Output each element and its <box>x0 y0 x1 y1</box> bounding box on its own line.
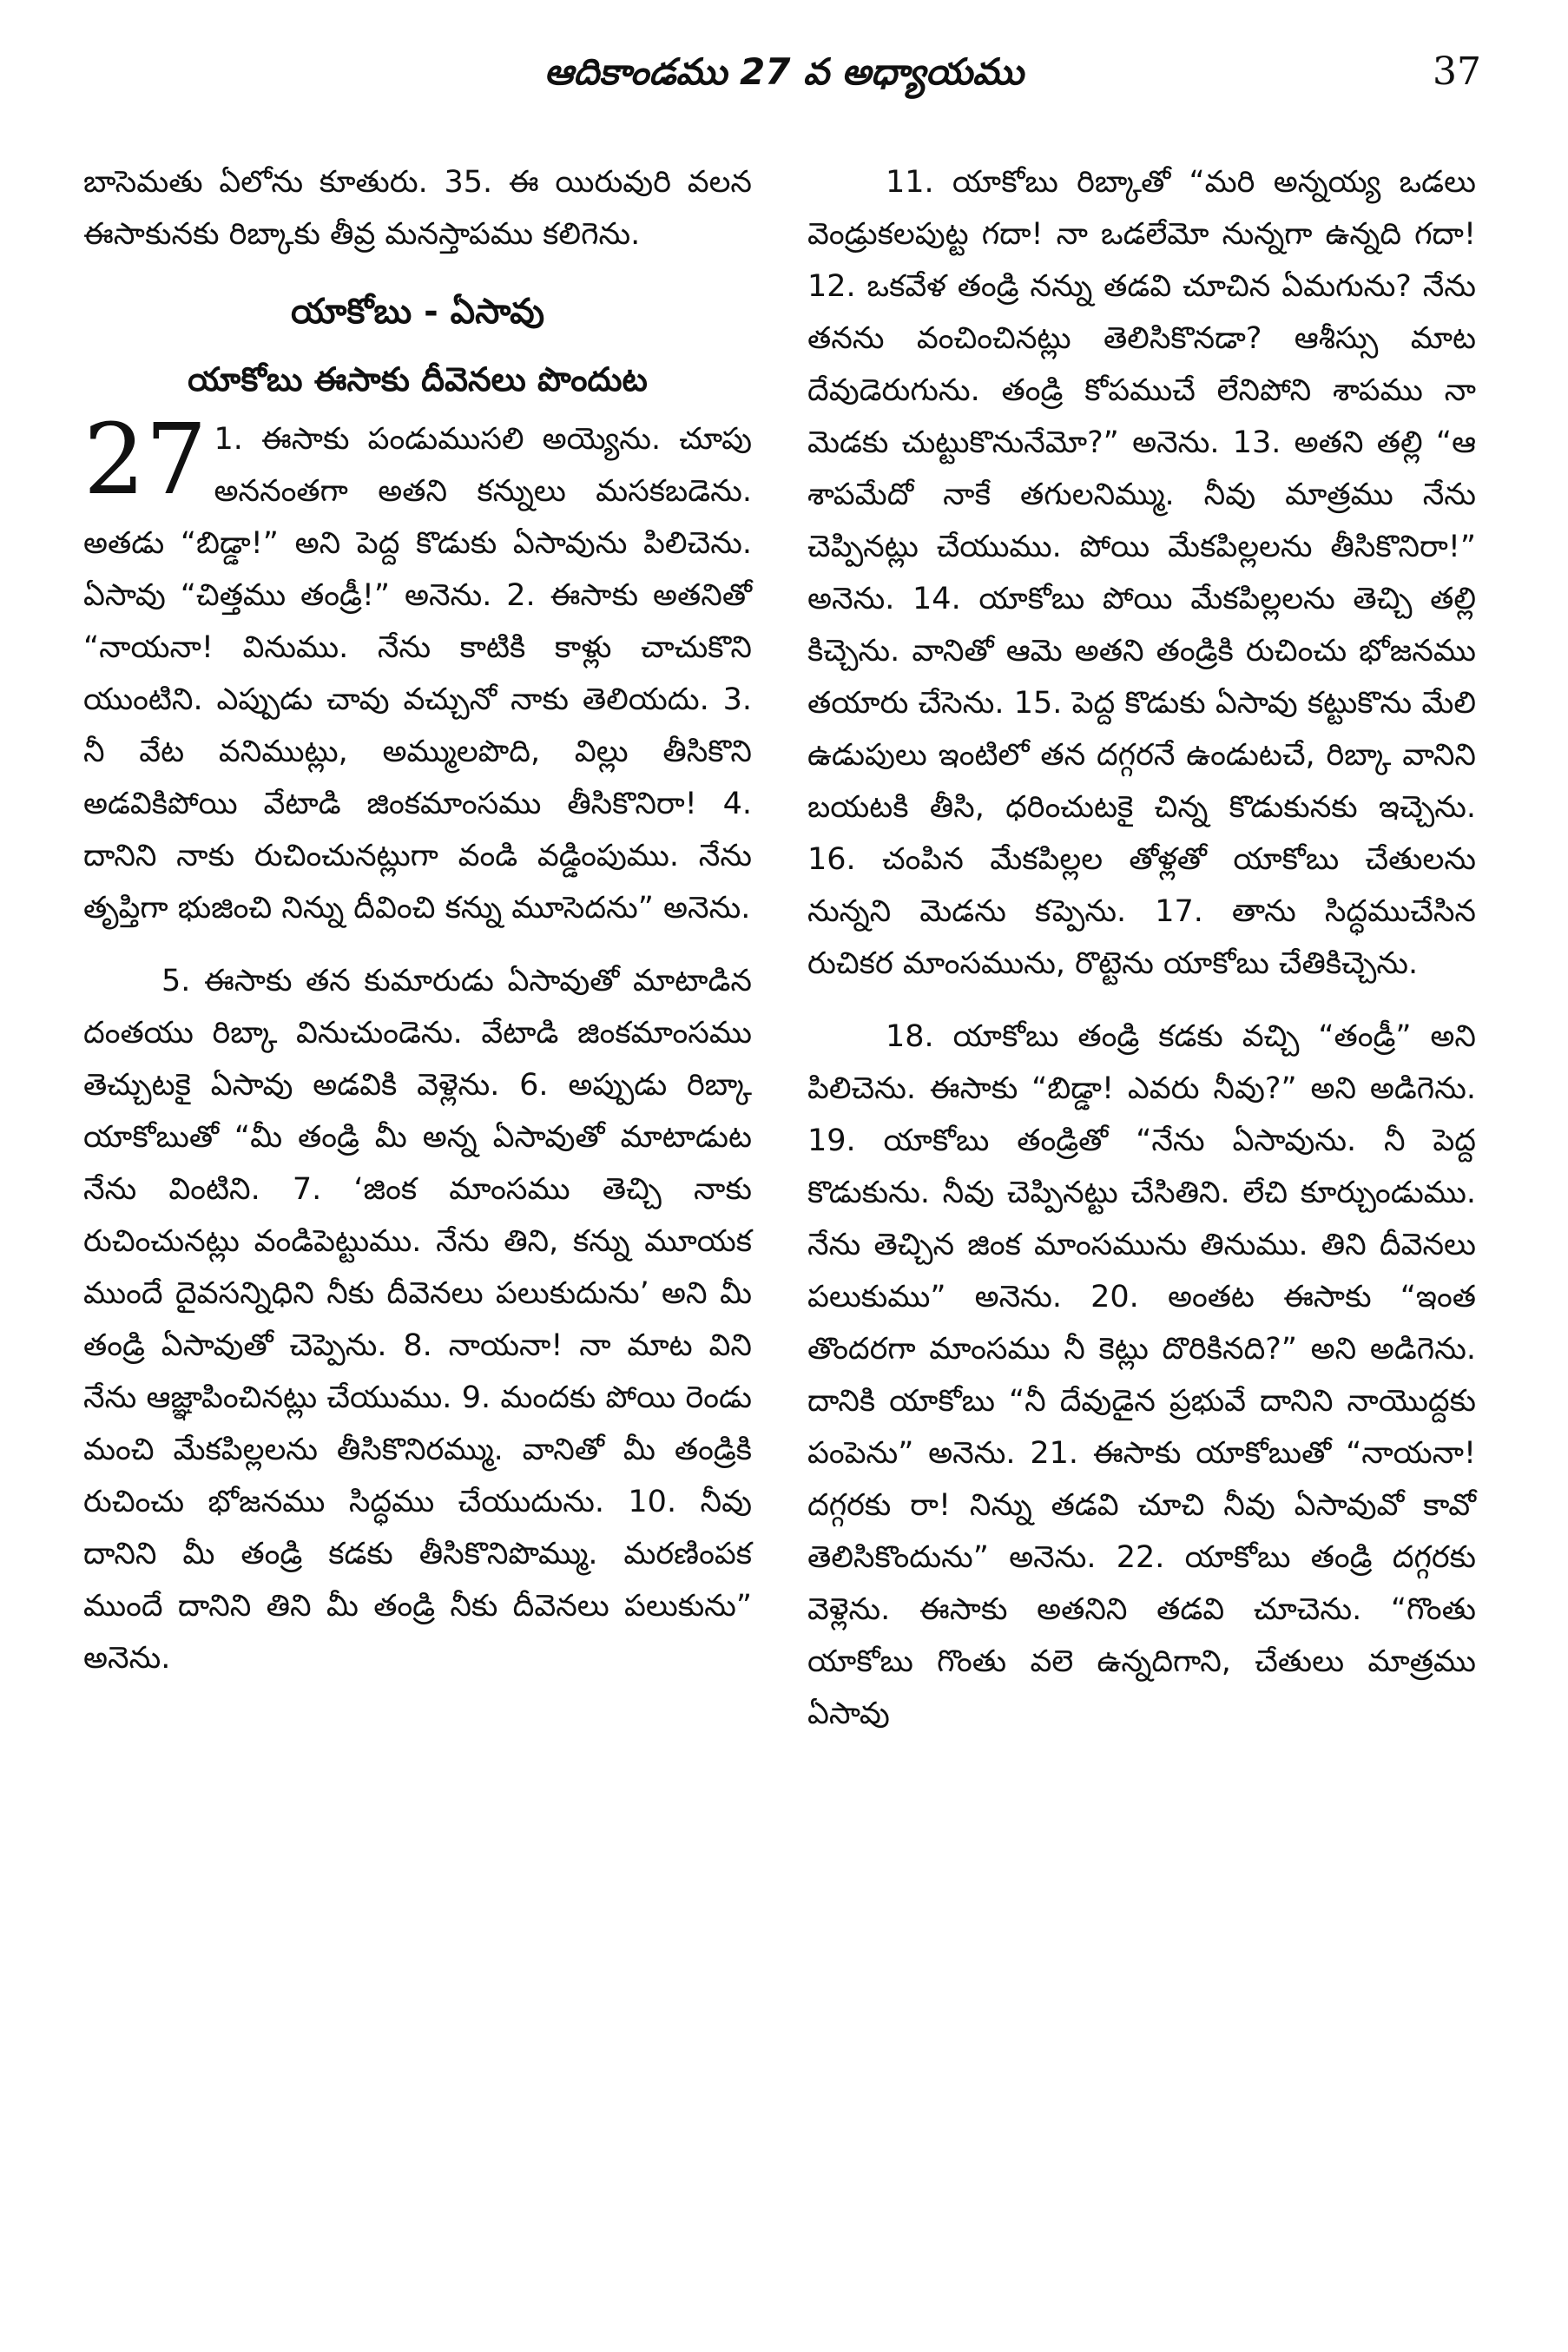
page-number: 37 <box>1433 49 1481 94</box>
chapter-start <box>83 404 752 934</box>
chapter-number: 27 <box>83 404 208 517</box>
verse-paragraph: 1. ఈసాకు పండుముసలి అయ్యెను. చూపు అననంతగా అతని కన్నులు మసకబడెను. అతడు “బిడ్డా!” అని పెద్ద కొడుకు ఏసావును పిలిచెను. ఏసావు “చిత్తము తండ్రీ!” అనెను. 2. ఈసాకు అతనితో “నాయనా! వినుము. నేను కాటికి కాళ్లు చాచుకొని యుంటిని. ఎప్పుడు చావు వచ్చునో నాకు తెలియదు. 3. నీ వేట వనిముట్లు, అమ్ములపొది, విల్లు తీసికొని అడవికిపోయి వేటాడి జింకమాంసము తీసికొనిరా! 4. దానిని నాకు రుచించునట్లుగా వండి వడ్డింపుము. నేను తృప్తిగా భుజించి నిన్ను దీవించి కన్ను మూసెదను” అనెను. <box>83 422 752 926</box>
right-column <box>807 156 1476 1761</box>
verse-paragraph: 18. యాకోబు తండ్రి కడకు వచ్చి “తండ్రీ” అని పిలిచెను. ఈసాకు “బిడ్డా! ఎవరు నీవు?” అని అడిగెను. 19. యాకోబు తండ్రితో “నేను ఏసావును. నీ పెద్ద కొడుకును. నీవు చెప్పినట్టు చేసితిని. లేచి కూర్చుండుము. నేను తెచ్చిన జింక మాంసమును తినుము. తిని దీవెనలు పలుకుము” అనెను. 20. అంతట ఈసాకు “ఇంత తొందరగా మాంసము నీ కెట్లు దొరికినది?” అని అడిగెను. దానికి యాకోబు “నీ దేవుడైన ప్రభువే దానిని నాయొద్దకు పంపెను” అనెను. 21. ఈసాకు యాకోబుతో “నాయనా! దగ్గరకు రా! నిన్ను తడవి చూచి నీవు ఏసావువో కావో తెలిసికొందును” అనెను. 22. యాకోబు తండ్రి దగ్గరకు వెళ్లెను. ఈసాకు అతనిని తడవి చూచెను. “గొంతు యాకోబు గొంతు వలె ఉన్నదిగాని, చేతులు మాత్రము ఏసావు <box>807 1019 1476 1731</box>
intro-paragraph: బాసెమతు ఏలోను కూతురు. 35. ఈ యిరువురి వలన ఈసాకునకు రిబ్కాకు తీవ్ర మనస్తాపము కలిగెను. <box>83 165 752 252</box>
verse-paragraph: 5. ఈసాకు తన కుమారుడు ఏసావుతో మాటాడిన దంతయు రిబ్కా వినుచుండెను. వేటాడి జింకమాంసము తెచ్చుటకై ఏసావు అడవికి వెళ్లెను. 6. అప్పుడు రిబ్కా యాకోబుతో “మీ తండ్రి మీ అన్న ఏసావుతో మాటాడుట నేను వింటిని. 7. ‘జింక మాంసము తెచ్చి నాకు రుచించునట్లు వండిపెట్టుము. నేను తిని, కన్ను మూయక ముందే దైవసన్నిధిని నీకు దీవెనలు పలుకుదును’ అని మీ తండ్రి ఏసావుతో చెప్పెను. 8. నాయనా! నా మాట విని నేను ఆజ్ఞాపించినట్లు చేయుము. 9. మందకు పోయి రెండు మంచి మేకపిల్లలను తీసికొనిరమ్ము. వానితో మీ తండ్రికి రుచించు భోజనము సిద్ధము చేయుదును. 10. నీవు దానిని మీ తండ్రి కడకు తీసికొనిపొమ్ము. మరణింపక ముందే దానిని తిని మీ తండ్రి నీకు దీవెనలు పలుకును” అనెను. <box>83 964 752 1676</box>
section-heading: యాకోబు - ఏసావు <box>290 292 545 332</box>
page-header <box>87 42 1481 102</box>
left-column <box>83 156 752 1705</box>
verse-paragraph: 11. యాకోబు రిబ్కాతో “మరి అన్నయ్య ఒడలు వెండ్రుకలపుట్ట గదా! నా ఒడలేమో నున్నగా ఉన్నది గదా! 12. ఒకవేళ తండ్రి నన్ను తడవి చూచిన ఏమగును? నేను తనను వంచించినట్లు తెలిసికొనడా? ఆశీస్సు మాట దేవుడెరుగును. తండ్రి కోపముచే లేనిపోని శాపము నా మెడకు చుట్టుకొనునేమో?” అనెను. 13. అతని తల్లి “ఆ శాపమేదో నాకే తగులనిమ్ము. నీవు మాత్రము నేను చెప్పినట్లు చేయుము. పోయి మేకపిల్లలను తీసికొనిరా!” అనెను. 14. యాకోబు పోయి మేకపిల్లలను తెచ్చి తల్లి కిచ్చెను. వానితో ఆమె అతని తండ్రికి రుచించు భోజనము తయారు చేసెను. 15. పెద్ద కొడుకు ఏసావు కట్టుకొను మేలి ఉడుపులు ఇంటిలో తన దగ్గరనే ఉండుటచే, రిబ్కా వానిని బయటకి తీసి, ధరించుటకై చిన్న కొడుకునకు ఇచ్చెను. 16. చంపిన మేకపిల్లల తోళ్లతో యాకోబు చేతులను నున్నని మెడను కప్పెను. 17. తాను సిద్ధముచేసిన రుచికర మాంసమును, రొట్టెను యాకోబు చేతికిచ్చెను. <box>807 165 1476 981</box>
section-subheading: యాకోబు ఈసాకు దీవెనలు పొందుట <box>188 360 648 399</box>
running-title: ఆదికాండము 27 వ అధ్యాయము <box>544 50 1024 93</box>
